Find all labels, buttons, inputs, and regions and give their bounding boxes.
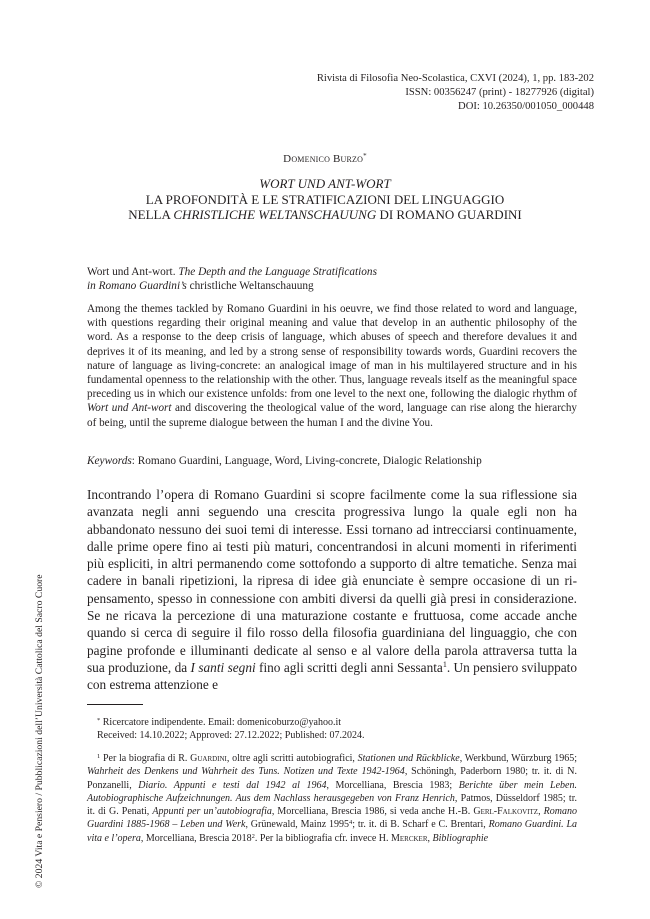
body-text-d: . Un pensiero sviluppato con estrema attenzione e bbox=[87, 659, 577, 693]
fn1-s11: , Patmos, Düsseldorf 1985; tr. it. di G. Penati, bbox=[87, 792, 577, 818]
title-line-3-a: NELLA bbox=[128, 207, 174, 222]
title-line-3-b: CHRISTLICHE WELTANSCHAUUNG bbox=[173, 207, 377, 222]
footnote-1-paragraph bbox=[87, 752, 577, 845]
fn1-s18: 4 bbox=[348, 819, 353, 827]
fn1-s19: ; tr. it. di B. Scharf e C. Brentari, bbox=[352, 819, 489, 831]
author-footnote-mark[interactable]: * bbox=[363, 152, 367, 160]
author-name bbox=[0, 152, 650, 165]
footnote-author-email[interactable]: Ricercatore indipendente. Email: domenicoburzo@yahoo.it bbox=[100, 717, 342, 728]
keywords-text: : Romano Guardini, Language, Word, Living-concrete, Dialogic Relationship bbox=[131, 455, 482, 467]
abstract bbox=[87, 302, 577, 430]
title-line-3 bbox=[60, 207, 590, 223]
english-title-line-1 bbox=[87, 266, 567, 280]
journal-info bbox=[234, 72, 594, 114]
english-title-c: in Romano Guardini’s bbox=[87, 279, 187, 292]
title-line-2: LA PROFONDITÀ E LE STRATIFICAZIONI DEL LINGUAGGIO bbox=[145, 191, 505, 207]
fn1-s15: , bbox=[538, 806, 544, 818]
fn1-s01: Per la biografia di R. bbox=[100, 753, 191, 764]
fn1-s13: , Morcelliana, Brescia 1986, si veda anche H.-B. bbox=[271, 806, 474, 818]
footnote-author-dates: Received: 14.10.2022; Approved: 27.12.2022; Published: 07.2024. bbox=[97, 730, 365, 742]
english-title bbox=[87, 266, 567, 294]
body-text-b: I santi segni bbox=[190, 659, 256, 675]
abstract-text-c: and discovering the theological value of the word, language can rise along the hierarchy of being, until the supreme dialogue between the human I and the divine You. bbox=[87, 402, 577, 429]
article-title bbox=[60, 176, 590, 223]
journal-doi[interactable]: DOI: 10.26350/001050_000448 bbox=[458, 101, 594, 112]
body-paragraph bbox=[87, 486, 577, 694]
footnote-author-mark: * bbox=[97, 717, 101, 724]
fn1-s10: Berichte über mein Leben. Autobiographische Aufzeichnungen. Aus dem Nachlass herausgegeben von Franz Henrich bbox=[87, 779, 577, 804]
fn1-s14: Gerl-Falkovitz bbox=[473, 806, 539, 818]
body-text bbox=[87, 486, 577, 694]
fn1-s22: 2 bbox=[251, 832, 255, 840]
fn1-s25: , bbox=[427, 832, 433, 844]
fn1-s20: Romano Guardini. La vita e l’opera bbox=[87, 819, 577, 844]
english-title-d: christliche Weltanschauung bbox=[186, 279, 314, 292]
fn1-s26: Bibliographie bbox=[432, 832, 489, 844]
fn1-s03: , oltre agli scritti autobiografici, bbox=[226, 753, 358, 764]
english-title-a: Wort und Ant-wort. bbox=[87, 266, 179, 278]
fn1-s02: Guardini bbox=[190, 753, 227, 764]
footnote-1-mark: 1 bbox=[97, 753, 101, 760]
fn1-s12: Appunti per un’autobiografia bbox=[152, 806, 272, 818]
fn1-s09: , Morcelliana, Brescia 1983; bbox=[326, 779, 459, 791]
body-footnote-ref[interactable]: 1 bbox=[442, 659, 447, 669]
fn1-s06: Wahrheit des Denkens und Wahrheit des Tuns. Notizen und Texte 1942-1964 bbox=[87, 766, 405, 778]
english-title-line-2 bbox=[87, 280, 567, 294]
fn1-s07: , Schöningh, Paderborn 1980; tr. it. di N. Ponzanelli, bbox=[87, 766, 577, 791]
fn1-s16: Romano Guardini 1885-1968 – Leben und Werk bbox=[87, 806, 577, 831]
body-text-c: fino agli scritti degli anni Sessanta bbox=[255, 659, 443, 675]
abstract-text-a: Among the themes tackled by Romano Guardini in his oeuvre, we find those related to word and language, with questions regarding their original meaning and value that develop in an authentic philosophy of the word. As a response to the deep crisis of language, which abuses of speech and therefore devalues it and deprives it of its meaning, and led by a strong sense of responsibility towards words, Guardini recovers the nature of language as living-concrete: an analogical image of man in his multilayered structure and in his fundamental openness to the relationship with the other. Thus, language reveals itself as the meaningful space preceding us in which our existence unfolds: from one level to the next one, following the dialogic rhythm of bbox=[87, 303, 577, 401]
footnote-1 bbox=[87, 752, 577, 845]
author-name-text: Domenico Burzo bbox=[283, 153, 364, 165]
journal-citation: Rivista di Filosofia Neo-Scolastica, CXVI (2024), 1, pp. 183-202 bbox=[316, 73, 594, 84]
abstract-paragraph bbox=[87, 302, 577, 430]
footnote-author bbox=[97, 716, 577, 742]
fn1-s08: Diario. Appunti e testi dal 1942 al 1964 bbox=[138, 779, 327, 791]
title-line-1: WORT UND ANT-WORT bbox=[259, 176, 391, 191]
footnote-author-line-1 bbox=[97, 716, 577, 729]
fn1-s04: Stationen und Rückblicke bbox=[357, 753, 460, 764]
journal-issn: ISSN: 00356247 (print) - 18277926 (digital) bbox=[405, 87, 594, 98]
fn1-s17: , Grünewald, Mainz 1995 bbox=[245, 819, 349, 831]
fn1-s24: Mercker bbox=[390, 832, 428, 844]
fn1-s21: , Morcelliana, Brescia 2018 bbox=[140, 832, 252, 844]
keywords-label: Keywords bbox=[87, 455, 132, 467]
fn1-s05: , Werkbund, Würzburg 1965; bbox=[459, 753, 577, 764]
english-title-b: The Depth and the Language Stratifications bbox=[178, 266, 377, 278]
footnote-divider bbox=[87, 704, 143, 705]
abstract-text-b: Wort und Ant-wort bbox=[87, 402, 172, 415]
title-line-3-c: DI ROMANO GUARDINI bbox=[376, 207, 522, 222]
body-text-a: Incontrando l’opera di Romano Guardini si scopre facilmente come la sua riflessione sia avanzata negli anni seguendo una crescita progressiva lungo la quale egli non ha abbandonato nessuno dei suoi temi di interesse. Essi tornano ad intrecciarsi continuamente, dalle prime opere fino ai testi più maturi, concentrandosi in alcuni momenti in riferimenti più espliciti, in altri permanendo come sottofondo a supporto di altre tematiche. Senza mai cadere in banali ripetizioni, la ripresa di idee già enunciate è sempre occasione di un ri-pensamento, spesso in connessione con ambiti diversi da quelli già presi in considerazione. Se ne ricava la percezione di una maturazione costante e fruttuosa, come accade anche quando si cerca di seguire il filo rosso della filosofia guardiniana del linguaggio, che con pagine profonde e illuminanti dedicate al senso e al valore della parola attraversa tutta la sua produzione, da bbox=[87, 487, 577, 675]
copyright-notice: © 2024 Vita e Pensiero / Pubblicazioni dell’Università Cattolica del Sacro Cuore bbox=[34, 574, 45, 888]
keywords bbox=[87, 454, 577, 468]
fn1-s23: . Per la bibliografia cfr. invece H. bbox=[254, 832, 391, 844]
